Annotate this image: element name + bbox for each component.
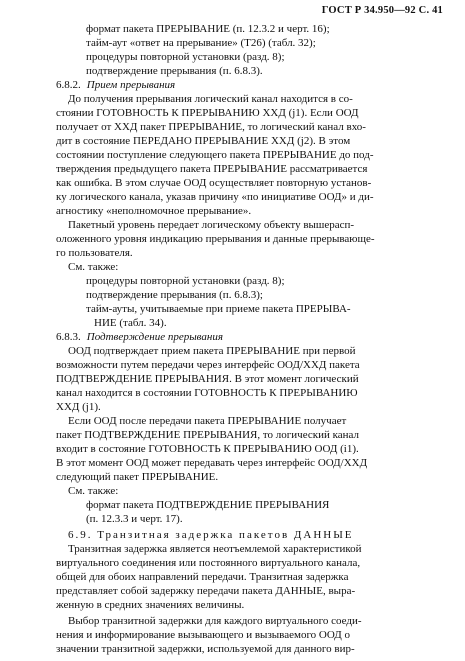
list-item: процедуры повторной установки (разд. 8);	[86, 51, 285, 63]
text-line: стоянии ГОТОВНОСТЬ К ПРЕРЫВАНИЮ ХХД (j1). Если ООД	[56, 107, 359, 119]
text-line: получает от ХХД пакет ПРЕРЫВАНИЕ, то логический канал вхо-	[56, 121, 366, 133]
text-line: До получения прерывания логический канал находится в со-	[68, 93, 353, 105]
list-item: НИЕ (табл. 34).	[94, 317, 167, 329]
text-line: Если ООД после передачи пакета ПРЕРЫВАНИЕ получает	[68, 415, 347, 427]
paragraph	[56, 542, 448, 612]
paragraph	[56, 218, 448, 260]
see-also-label: См. также:	[68, 261, 119, 273]
see-also-list	[56, 274, 448, 330]
text-line: нения и информирование вызывающего и вызываемого ООД о	[56, 629, 351, 641]
text-line: ХХД (j1).	[56, 401, 101, 413]
text-line: го пользователя.	[56, 247, 133, 259]
text-line: канал находится в состоянии ГОТОВНОСТЬ К ПРЕРЫВАНИЮ	[56, 387, 358, 399]
paragraph	[56, 92, 448, 218]
text-line: пакет ПОДТВЕРЖДЕНИЕ ПРЕРЫВАНИЯ, то логический канал	[56, 429, 360, 441]
page-header: ГОСТ Р 34.950—92 С. 41	[321, 5, 443, 16]
text-line: дит в состояние ПЕРЕДАНО ПРЕРЫВАНИЕ ХХД (j2). В этом	[56, 135, 351, 147]
text-line: входит в состояние ГОТОВНОСТЬ К ПРЕРЫВАНИЮ ООД (i1).	[56, 443, 359, 455]
list-item: формат пакета ПОДТВЕРЖДЕНИЕ ПРЕРЫВАНИЯ	[86, 499, 330, 511]
text-line: оложенного уровня индикацию прерывания и данные прерывающе-	[56, 233, 375, 245]
text-line: В этот момент ООД может передавать через интерфейс ООД/ХХД	[56, 457, 368, 469]
text-line: женную в средних значениях величины.	[56, 599, 245, 611]
section-number: 6.8.3.	[56, 331, 81, 343]
page-content	[56, 22, 448, 656]
text-line: состоянии поступление следующего пакета ПРЕРЫВАНИЕ до под-	[56, 149, 374, 161]
list-item: формат пакета ПРЕРЫВАНИЕ (п. 12.3.2 и черт. 16);	[86, 23, 330, 35]
text-line: Выбор транзитной задержки для каждого виртуального соеди-	[68, 615, 362, 627]
list-item: тайм-аут «ответ на прерывание» (Т26) (табл. 32);	[86, 37, 316, 49]
paragraph	[56, 614, 448, 656]
list-item: подтверждение прерывания (п. 6.8.3).	[86, 65, 263, 77]
text-line: общей для обоих направлений передачи. Транзитная задержка	[56, 571, 349, 583]
text-line: тверждения предыдущего пакета ПРЕРЫВАНИЕ рассматривается	[56, 163, 368, 175]
paragraph	[56, 414, 448, 484]
section-heading-69: 6.9. Транзитная задержка пакетов ДАННЫЕ	[68, 529, 354, 541]
text-line: Пакетный уровень передает логическому объекту вышерасп-	[68, 219, 355, 231]
text-line: ПОДТВЕРЖДЕНИЕ ПРЕРЫВАНИЯ. В этот момент логический	[56, 373, 359, 385]
list-item: процедуры повторной установки (разд. 8);	[86, 275, 285, 287]
text-line: как ошибка. В этом случае ООД осуществляет повторную установ-	[56, 177, 372, 189]
section-heading-683	[56, 330, 448, 344]
list-item: подтверждение прерывания (п. 6.8.3);	[86, 289, 263, 301]
see-also-list	[56, 498, 448, 526]
section-title: Прием прерывания	[86, 79, 176, 91]
text-line: возможности путем передачи через интерфейс ООД/ХХД пакета	[56, 359, 360, 371]
paragraph	[56, 344, 448, 414]
text-line: ООД подтверждает прием пакета ПРЕРЫВАНИЕ при первой	[68, 345, 356, 357]
text-line: агностику «неполномочное прерывание».	[56, 205, 252, 217]
text-line: виртуального соединения или постоянного виртуального канала,	[56, 557, 361, 569]
text-line: следующий пакет ПРЕРЫВАНИЕ.	[56, 471, 219, 483]
section-heading-682	[56, 78, 448, 92]
section-title: Подтверждение прерывания	[86, 331, 223, 343]
text-line: значении транзитной задержки, используемой для данного вир-	[56, 643, 355, 655]
see-also-label: См. также:	[68, 485, 119, 497]
section-number: 6.8.2.	[56, 79, 81, 91]
list-item: (п. 12.3.3 и черт. 17).	[86, 513, 183, 525]
top-list	[56, 22, 448, 78]
text-line: представляет собой задержку передачи пакета ДАННЫЕ, выра-	[56, 585, 356, 597]
list-item: тайм-ауты, учитываемые при приеме пакета ПРЕРЫВА-	[86, 303, 351, 315]
text-line: ку логического канала, указав причину «по инициативе ООД» и ди-	[56, 191, 374, 203]
text-line: Транзитная задержка является неотъемлемой характеристикой	[68, 543, 362, 555]
